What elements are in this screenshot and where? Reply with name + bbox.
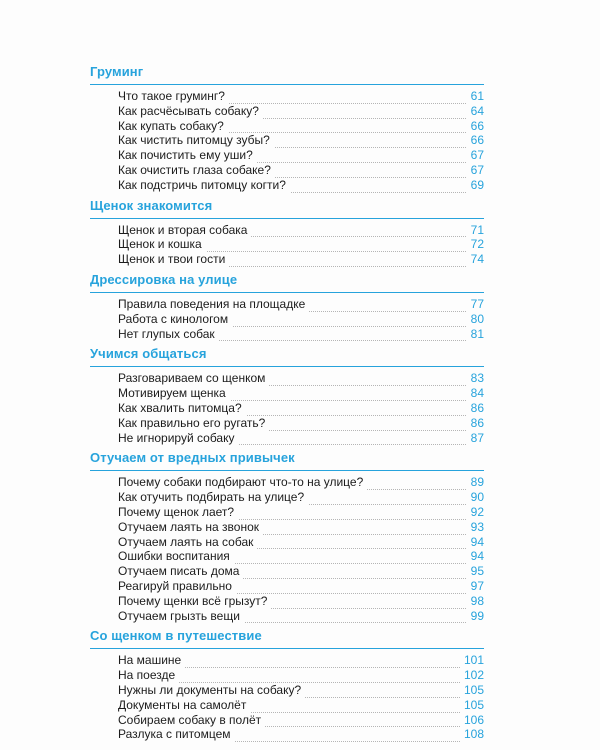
toc-entry[interactable] — [118, 535, 484, 550]
entry-label: На машине — [118, 654, 185, 668]
entry-page-number: 89 — [467, 476, 484, 490]
toc-entry[interactable] — [118, 549, 484, 564]
entry-label: Отучаем писать дома — [118, 565, 243, 579]
entry-label: Щенок и твои гости — [118, 253, 229, 267]
entry-page-number: 61 — [467, 90, 484, 104]
toc-entry[interactable] — [118, 505, 484, 520]
toc-entry[interactable] — [118, 237, 484, 252]
toc-entry[interactable] — [118, 653, 484, 668]
entry-page-number: 108 — [460, 728, 484, 742]
entry-label: Что такое груминг? — [118, 90, 229, 104]
table-of-contents — [90, 64, 484, 747]
toc-section — [90, 346, 484, 445]
entry-page-number: 87 — [467, 432, 484, 446]
section-title: Учимся общаться — [90, 346, 484, 367]
toc-section — [90, 628, 484, 742]
entry-label: Как купать собаку? — [118, 120, 228, 134]
entry-label: Разлука с питомцем — [118, 728, 235, 742]
toc-entry[interactable] — [118, 475, 484, 490]
entry-page-number: 102 — [460, 669, 484, 683]
toc-entry[interactable] — [118, 727, 484, 742]
toc-entry[interactable] — [118, 371, 484, 386]
toc-entry[interactable] — [118, 431, 484, 446]
toc-entry[interactable] — [118, 178, 484, 193]
entry-page-number: 84 — [467, 387, 484, 401]
entry-page-number: 98 — [467, 595, 484, 609]
toc-entry[interactable] — [118, 520, 484, 535]
toc-section — [90, 64, 484, 193]
entry-label: Ошибки воспитания — [118, 550, 234, 564]
section-title: Груминг — [90, 64, 484, 85]
toc-entry[interactable] — [118, 312, 484, 327]
entry-label: Как правильно его ругать? — [118, 417, 269, 431]
entry-page-number: 101 — [460, 654, 484, 668]
entry-label: Собираем собаку в полёт — [118, 714, 265, 728]
toc-entry[interactable] — [118, 579, 484, 594]
entry-page-number: 67 — [467, 149, 484, 163]
toc-entry[interactable] — [118, 89, 484, 104]
entry-page-number: 93 — [467, 521, 484, 535]
entry-label: Как почистить ему уши? — [118, 149, 257, 163]
toc-section — [90, 198, 484, 267]
toc-entry[interactable] — [118, 713, 484, 728]
entry-label: Отучаем лаять на звонок — [118, 521, 263, 535]
section-title: Щенок знакомится — [90, 198, 484, 219]
entry-page-number: 106 — [460, 714, 484, 728]
toc-entry[interactable] — [118, 133, 484, 148]
entry-label: Почему щенок лает? — [118, 506, 238, 520]
entry-page-number: 80 — [467, 313, 484, 327]
entry-label: Работа с кинологом — [118, 313, 232, 327]
entry-page-number: 66 — [467, 134, 484, 148]
entry-label: Как чистить питомцу зубы? — [118, 134, 274, 148]
toc-section — [90, 450, 484, 623]
toc-entry[interactable] — [118, 416, 484, 431]
toc-entry[interactable] — [118, 327, 484, 342]
entry-page-number: 95 — [467, 565, 484, 579]
toc-entry[interactable] — [118, 564, 484, 579]
entry-page-number: 71 — [467, 224, 484, 238]
entry-label: Как отучить подбирать на улице? — [118, 491, 308, 505]
entry-label: Мотивируем щенка — [118, 387, 230, 401]
toc-entry[interactable] — [118, 698, 484, 713]
entry-label: Почему собаки подбирают что-то на улице? — [118, 476, 367, 490]
entry-page-number: 90 — [467, 491, 484, 505]
entry-label: Разговариваем со щенком — [118, 372, 269, 386]
entry-label: Отучаем грызть вещи — [118, 610, 244, 624]
entry-page-number: 105 — [460, 684, 484, 698]
entry-page-number: 69 — [467, 179, 484, 193]
toc-entry[interactable] — [118, 594, 484, 609]
toc-entry[interactable] — [118, 490, 484, 505]
entry-page-number: 99 — [467, 610, 484, 624]
toc-entry[interactable] — [118, 386, 484, 401]
toc-entry[interactable] — [118, 683, 484, 698]
toc-section — [90, 272, 484, 341]
toc-entry[interactable] — [118, 104, 484, 119]
entry-page-number: 72 — [467, 238, 484, 252]
toc-entry[interactable] — [118, 297, 484, 312]
entry-label: Как подстричь питомцу когти? — [118, 179, 290, 193]
entry-page-number: 94 — [467, 536, 484, 550]
toc-entry[interactable] — [118, 148, 484, 163]
section-title: Со щенком в путешествие — [90, 628, 484, 649]
entry-label: Правила поведения на площадке — [118, 298, 309, 312]
entry-page-number: 67 — [467, 164, 484, 178]
entry-label: Нет глупых собак — [118, 328, 219, 342]
entry-label: Как очистить глаза собаке? — [118, 164, 275, 178]
entry-page-number: 92 — [467, 506, 484, 520]
entry-page-number: 64 — [467, 105, 484, 119]
entry-label: Щенок и кошка — [118, 238, 206, 252]
entry-label: Отучаем лаять на собак — [118, 536, 257, 550]
entry-label: Как расчёсывать собаку? — [118, 105, 263, 119]
entry-label: Документы на самолёт — [118, 699, 250, 713]
section-title: Отучаем от вредных привычек — [90, 450, 484, 471]
entry-label: Как хвалить питомца? — [118, 402, 246, 416]
toc-entry[interactable] — [118, 163, 484, 178]
entry-label: Не игнорируй собаку — [118, 432, 238, 446]
entry-page-number: 105 — [460, 699, 484, 713]
entry-page-number: 74 — [467, 253, 484, 267]
entry-page-number: 77 — [467, 298, 484, 312]
entry-label: Нужны ли документы на собаку? — [118, 684, 305, 698]
toc-entry[interactable] — [118, 223, 484, 238]
entry-page-number: 66 — [467, 120, 484, 134]
entry-label: Реагируй правильно — [118, 580, 236, 594]
toc-entry[interactable] — [118, 252, 484, 267]
toc-entry[interactable] — [118, 401, 484, 416]
toc-entry[interactable] — [118, 668, 484, 683]
entry-page-number: 94 — [467, 550, 484, 564]
toc-entry[interactable] — [118, 609, 484, 624]
entry-label: На поезде — [118, 669, 179, 683]
entry-page-number: 83 — [467, 372, 484, 386]
toc-entry[interactable] — [118, 119, 484, 134]
entry-page-number: 81 — [467, 328, 484, 342]
entry-label: Почему щенки всё грызут? — [118, 595, 271, 609]
entry-page-number: 97 — [467, 580, 484, 594]
entry-page-number: 86 — [467, 417, 484, 431]
section-title: Дрессировка на улице — [90, 272, 484, 293]
entry-page-number: 86 — [467, 402, 484, 416]
entry-label: Щенок и вторая собака — [118, 224, 251, 238]
